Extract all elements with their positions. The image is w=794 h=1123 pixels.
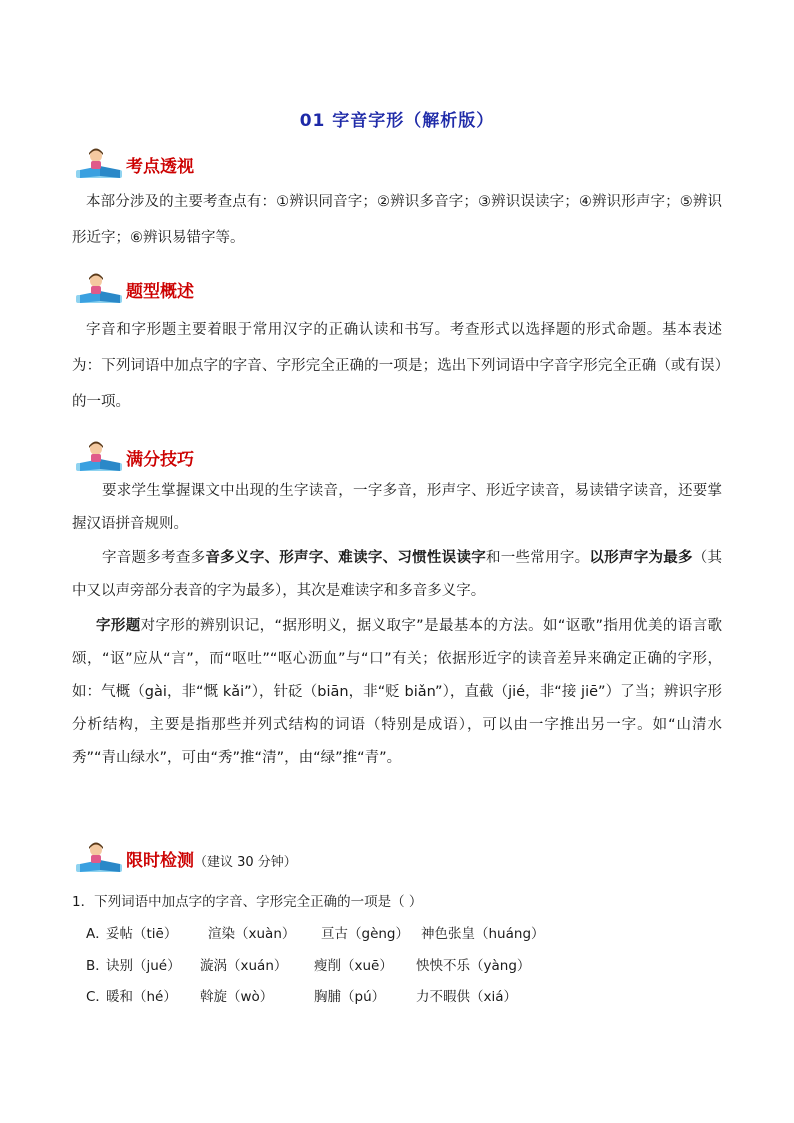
section-heading-tixing	[74, 273, 374, 307]
page-title: 01 字音字形（解析版）	[299, 111, 495, 131]
time-note: （建议 30 分钟）	[194, 855, 297, 870]
option-item: 瘦削（xuē）	[314, 958, 393, 974]
paragraph-kaodian: 本部分涉及的主要考查点有：①辨识同音字；②辨识多音字；③辨识误读字；④辨识形声字；⑤辨识形近字；⑥辨识易错字等。	[72, 194, 722, 246]
question-stem: 1．下列词语中加点字的字音、字形完全正确的一项是（ ）	[72, 894, 423, 910]
reading-girl-icon	[74, 273, 128, 307]
option-item: 诀别（jué）	[106, 958, 181, 974]
section-heading-kaodian	[74, 148, 374, 182]
section-title: 限时检测（建议 30 分钟）	[126, 851, 297, 871]
option-item: 渲染（xuàn）	[208, 926, 296, 942]
option-item: 怏怏不乐（yàng）	[416, 958, 531, 974]
section-title: 考点透视	[126, 157, 194, 177]
option-item: 力不暇供（xiá）	[416, 989, 518, 1005]
paragraph-tixing: 字音和字形题主要着眼于常用汉字的正确认读和书写。考查形式以选择题的形式命题。基本表述为：下列词语中加点字的字音、字形完全正确的一项是；选出下列词语中字音字形完全正确（或有误）的一项。	[72, 322, 722, 410]
option-letter: C．	[86, 989, 109, 1005]
reading-girl-icon	[74, 148, 128, 182]
reading-girl-icon	[74, 842, 128, 876]
option-item: 妥帖（tiē）	[106, 926, 178, 942]
section-title: 满分技巧	[126, 450, 194, 470]
option-item: 暖和（hé）	[106, 989, 177, 1005]
option-item: 胸脯（pú）	[314, 989, 386, 1005]
option-letter: B．	[86, 958, 109, 974]
section-heading-xianshi	[74, 842, 374, 876]
option-item: 斡旋（wò）	[200, 989, 274, 1005]
paragraph-manfen-1: 要求学生掌握课文中出现的生字读音，一字多音，形声字、形近字读音，易读错字读音，还要掌握汉语拼音规则。	[72, 483, 722, 532]
reading-girl-icon	[74, 441, 128, 475]
paragraph-manfen-3: 字形题对字形的辨别识记，“据形明义，据义取字”是最基本的方法。如“讴歌”指用优美的语言歌颂，“讴”应从“言”，而“呕吐”“呕心沥血”与“口”有关；依据形近字的读音差异来确定正确的字形，如：气概（gài，非“慨 kǎi”），针砭（biān，非“贬 biǎn”），直截（jié，非“接 jiē”）了当；辨识字形分析结构，主要是指那些并列式结构的词语（特别是成语），可以由一字推出另一字。如“山清水秀”“青山绿水”，可由“秀”推“清”，由“绿”推“青”。	[72, 618, 723, 766]
section-heading-manfen	[74, 441, 374, 475]
option-item: 神色张皇（huáng）	[421, 926, 545, 942]
option-item: 漩涡（xuán）	[200, 958, 288, 974]
section-title: 题型概述	[126, 282, 194, 302]
paragraph-manfen-2: 字音题多考查多音多义字、形声字、难读字、习惯性误读字和一些常用字。以形声字为最多（其中又以声旁部分表音的字为最多），其次是难读字和多音多义字。	[72, 550, 723, 599]
option-letter: A．	[86, 926, 109, 942]
option-item: 亘古（gèng）	[321, 926, 410, 942]
